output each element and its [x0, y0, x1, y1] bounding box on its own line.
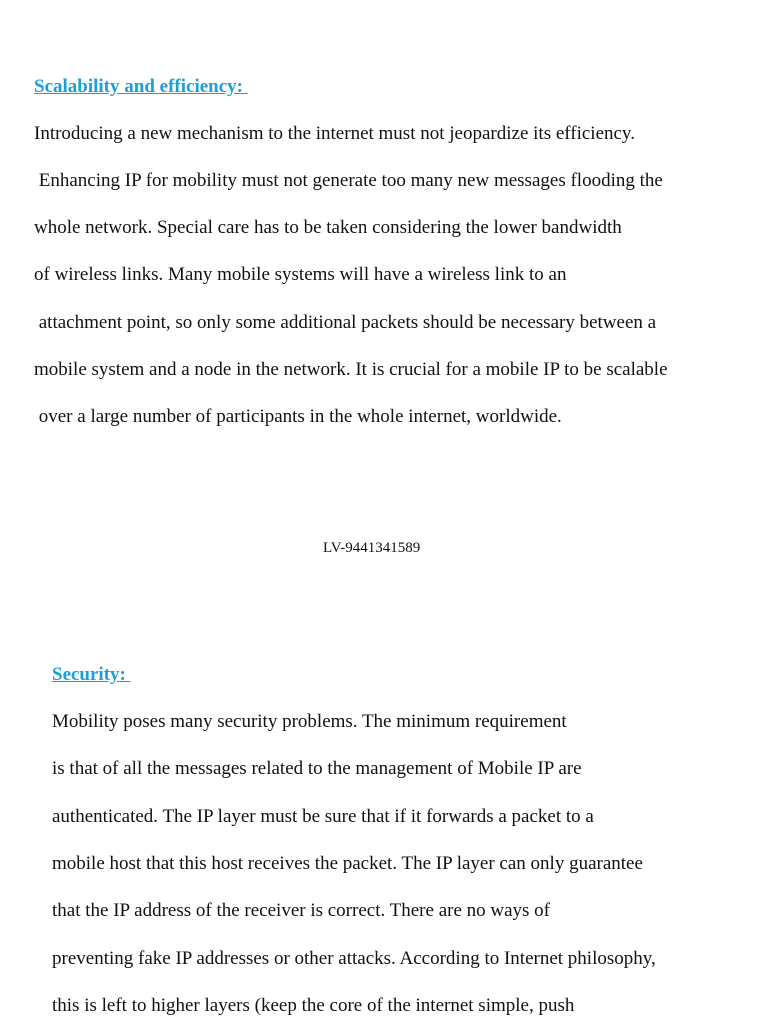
paragraph-line: Introducing a new mechanism to the internet must not jeopardize its efficiency. — [34, 123, 635, 144]
paragraph-line: mobile system and a node in the network. It is crucial for a mobile IP to be scalable — [34, 359, 668, 380]
paragraph-line: whole network. Special care has to be taken considering the lower bandwidth — [34, 217, 622, 238]
paragraph-line: mobile host that this host receives the packet. The IP layer can only guarantee — [52, 853, 643, 874]
paragraph-line: this is left to higher layers (keep the core of the internet simple, push — [52, 995, 575, 1016]
paragraph-line: of wireless links. Many mobile systems will have a wireless link to an — [34, 264, 567, 285]
section-heading-security: Security: — [52, 664, 131, 685]
paragraph-line: is that of all the messages related to the management of Mobile IP are — [52, 758, 582, 779]
paragraph-line: authenticated. The IP layer must be sure that if it forwards a packet to a — [52, 806, 594, 827]
paragraph-line: preventing fake IP addresses or other attacks. According to Internet philosophy, — [52, 948, 656, 969]
section-heading-scalability: Scalability and efficiency: — [34, 76, 248, 97]
paragraph-line: that the IP address of the receiver is correct. There are no ways of — [52, 900, 551, 921]
paragraph-line: Mobility poses many security problems. The minimum requirement — [52, 711, 567, 732]
paragraph-line: attachment point, so only some additional packets should be necessary between a — [34, 312, 657, 333]
paragraph-line: Enhancing IP for mobility must not generate too many new messages flooding the — [34, 170, 663, 191]
paragraph-line: over a large number of participants in the whole internet, worldwide. — [34, 406, 562, 427]
page-code: LV-9441341589 — [323, 540, 421, 556]
